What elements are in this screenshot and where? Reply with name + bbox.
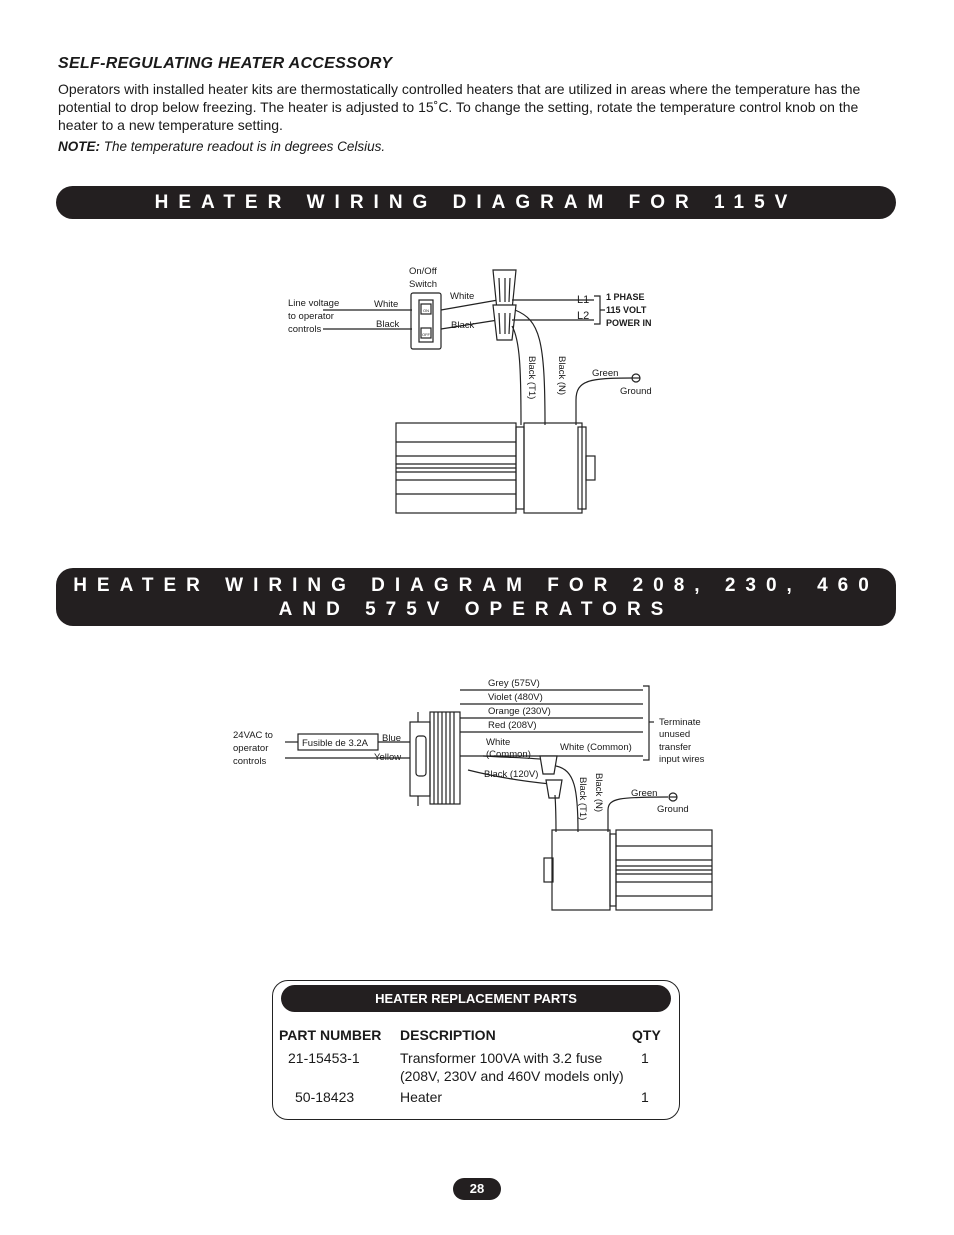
line-voltage-3: controls xyxy=(288,324,322,335)
black-120-label: Black (120V) xyxy=(484,769,539,780)
col-qty: QTY xyxy=(632,1027,661,1043)
note-label: NOTE: xyxy=(58,139,100,154)
terminate-label-4: input wires xyxy=(659,754,705,765)
grey-label: Grey (575V) xyxy=(488,678,540,689)
terminate-label-1: Terminate xyxy=(659,717,701,728)
diagram1-banner: HEATER WIRING DIAGRAM FOR 115V OPERATORS xyxy=(56,186,896,219)
note-text: The temperature readout is in degrees Celsius. xyxy=(100,139,386,154)
l1-label: L1 xyxy=(577,294,590,306)
row2-desc: Heater xyxy=(400,1089,443,1105)
diagram2-banner: HEATER WIRING DIAGRAM FOR 208, 230, 460 AND 575V OPERATORS xyxy=(56,568,896,626)
green-label-2: Green xyxy=(631,788,658,799)
terminate-label-2: unused xyxy=(659,729,691,740)
section-title: SELF-REGULATING HEATER ACCESSORY xyxy=(58,55,393,72)
power-label-3: POWER IN xyxy=(606,318,652,328)
fuse-label: Fusible de 3.2A xyxy=(302,738,369,749)
ground-label: Ground xyxy=(620,386,652,397)
violet-label: Violet (480V) xyxy=(488,692,543,703)
col-description: DESCRIPTION xyxy=(400,1027,496,1043)
line-voltage-1: Line voltage xyxy=(288,298,340,309)
switch-on-label: ON xyxy=(423,308,429,313)
row1-qty: 1 xyxy=(641,1050,649,1066)
col-part-number: PART NUMBER xyxy=(279,1027,382,1043)
row1-desc-1: Transformer 100VA with 3.2 fuse xyxy=(400,1050,603,1066)
black-right-label: Black xyxy=(451,320,475,331)
note xyxy=(58,139,385,154)
black-left-label: Black xyxy=(376,319,400,330)
orange-label: Orange (230V) xyxy=(488,706,551,717)
row1-desc-2: (208V, 230V and 460V models only) xyxy=(400,1068,624,1084)
white-common-right-label: White (Common) xyxy=(560,742,632,753)
power-label-1: 1 PHASE xyxy=(606,292,645,302)
power-label-2: 115 VOLT xyxy=(606,305,647,315)
control-label-1: 24VAC to xyxy=(233,730,273,741)
ground-label-2: Ground xyxy=(657,804,689,815)
line-voltage-2: to operator xyxy=(288,311,334,322)
blue-label: Blue xyxy=(382,733,402,744)
yellow-label: Yellow xyxy=(374,752,402,763)
row1-part: 21-15453-1 xyxy=(288,1050,360,1066)
switch-label-2: Switch xyxy=(409,279,437,290)
white-right-label: White xyxy=(450,291,475,302)
red-label: Red (208V) xyxy=(488,720,537,731)
intro-paragraph: Operators with installed heater kits are thermostatically controlled heaters that are utilized in areas where the temperature has the potential to drop below freezing. The heater is adjusted to 15˚C. To change the setting, rotate the temperature control knob on the heater to a new temperature setting. xyxy=(58,81,861,133)
row2-qty: 1 xyxy=(641,1089,649,1105)
page-number: 28 xyxy=(453,1178,501,1200)
green-label: Green xyxy=(592,368,619,379)
black-n-label: Black (N) xyxy=(556,356,567,396)
control-label-2: operator xyxy=(233,743,269,754)
black-t1-label: Black (T1) xyxy=(526,356,537,400)
diagram1-wiring xyxy=(0,230,954,530)
terminate-label-3: transfer xyxy=(659,742,692,753)
white-common-label-2: (Common) xyxy=(486,749,531,760)
white-left-label: White xyxy=(374,299,399,310)
switch-off-label: OFF xyxy=(422,332,430,337)
diagram2-wiring xyxy=(0,670,954,920)
control-label-3: controls xyxy=(233,756,267,767)
switch-label-1: On/Off xyxy=(409,266,437,277)
black-n-label-2: Black (N) xyxy=(593,773,604,813)
parts-table xyxy=(272,980,680,1120)
black-t1-label-2: Black (T1) xyxy=(577,777,588,821)
l2-label: L2 xyxy=(577,310,590,322)
white-common-label-1: White xyxy=(486,737,511,748)
row2-part: 50-18423 xyxy=(295,1089,355,1105)
parts-header: HEATER REPLACEMENT PARTS xyxy=(281,985,671,1012)
